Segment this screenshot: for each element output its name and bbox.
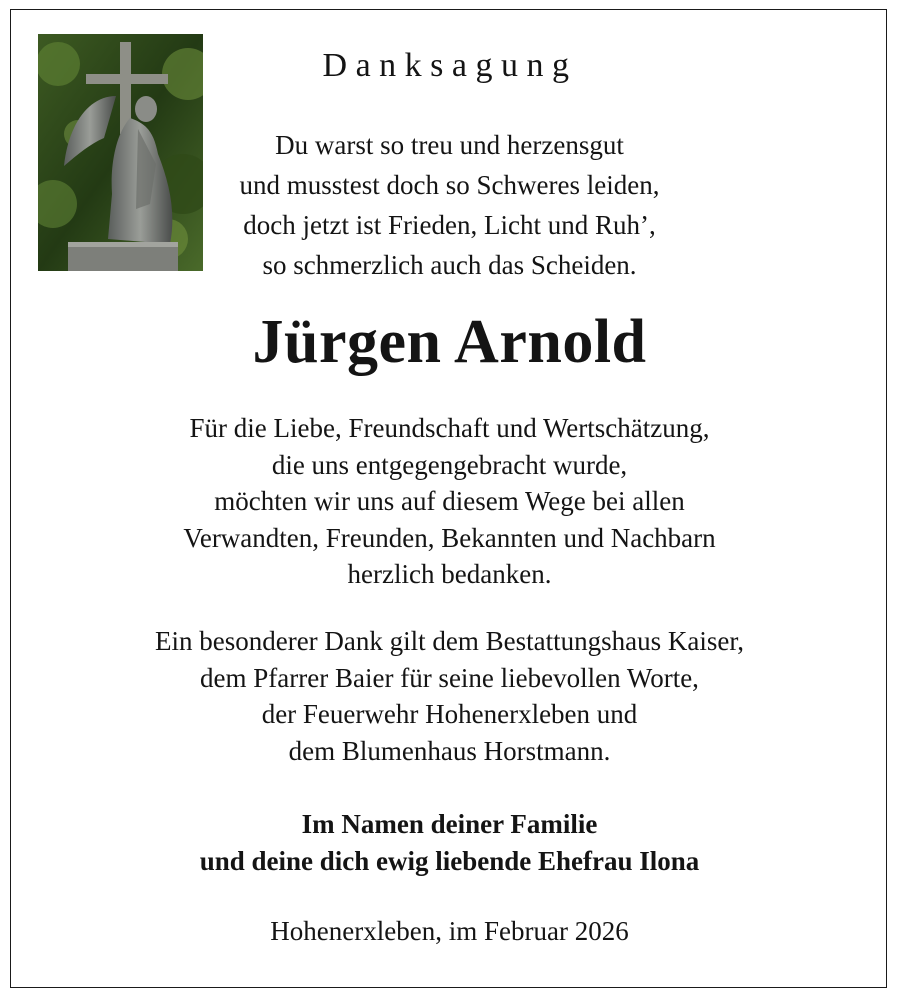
signature-line: und deine dich ewig liebende Ehefrau Ilona [199, 845, 700, 876]
text-line: Ein besonderer Dank gilt dem Bestattungshaus Kaiser, [154, 626, 745, 656]
poem-line: Du warst so treu und herzensgut [275, 130, 624, 160]
text-line: dem Blumenhaus Horstmann. [288, 735, 611, 766]
notice-title: Danksagung [322, 47, 578, 84]
poem-line: und musstest doch so Schweres leiden, [239, 170, 660, 200]
text-line: der Feuerwehr Hohenerxleben und [261, 699, 638, 729]
memorial-poem [0, 125, 899, 285]
special-thanks-paragraph [0, 623, 899, 769]
family-signature [0, 806, 899, 879]
deceased-name: Jürgen Arnold [252, 308, 647, 376]
signature-line: Im Namen deiner Familie [301, 809, 598, 839]
poem-line: doch jetzt ist Frieden, Licht und Ruh’, [243, 210, 656, 240]
place-and-date: Hohenerxleben, im Februar 2026 [270, 916, 629, 946]
poem-line: so schmerzlich auch das Scheiden. [262, 250, 637, 280]
text-line: herzlich bedanken. [347, 559, 552, 589]
text-line: Verwandten, Freunden, Bekannten und Nachbarn [183, 522, 716, 553]
text-line: dem Pfarrer Baier für seine liebevollen Worte, [200, 662, 699, 693]
text-line: Für die Liebe, Freundschaft und Wertschätzung, [189, 413, 710, 443]
text-line: möchten wir uns auf diesem Wege bei allen [214, 486, 685, 516]
text-line: die uns entgegengebracht wurde, [271, 449, 628, 480]
thanks-paragraph [0, 410, 899, 593]
